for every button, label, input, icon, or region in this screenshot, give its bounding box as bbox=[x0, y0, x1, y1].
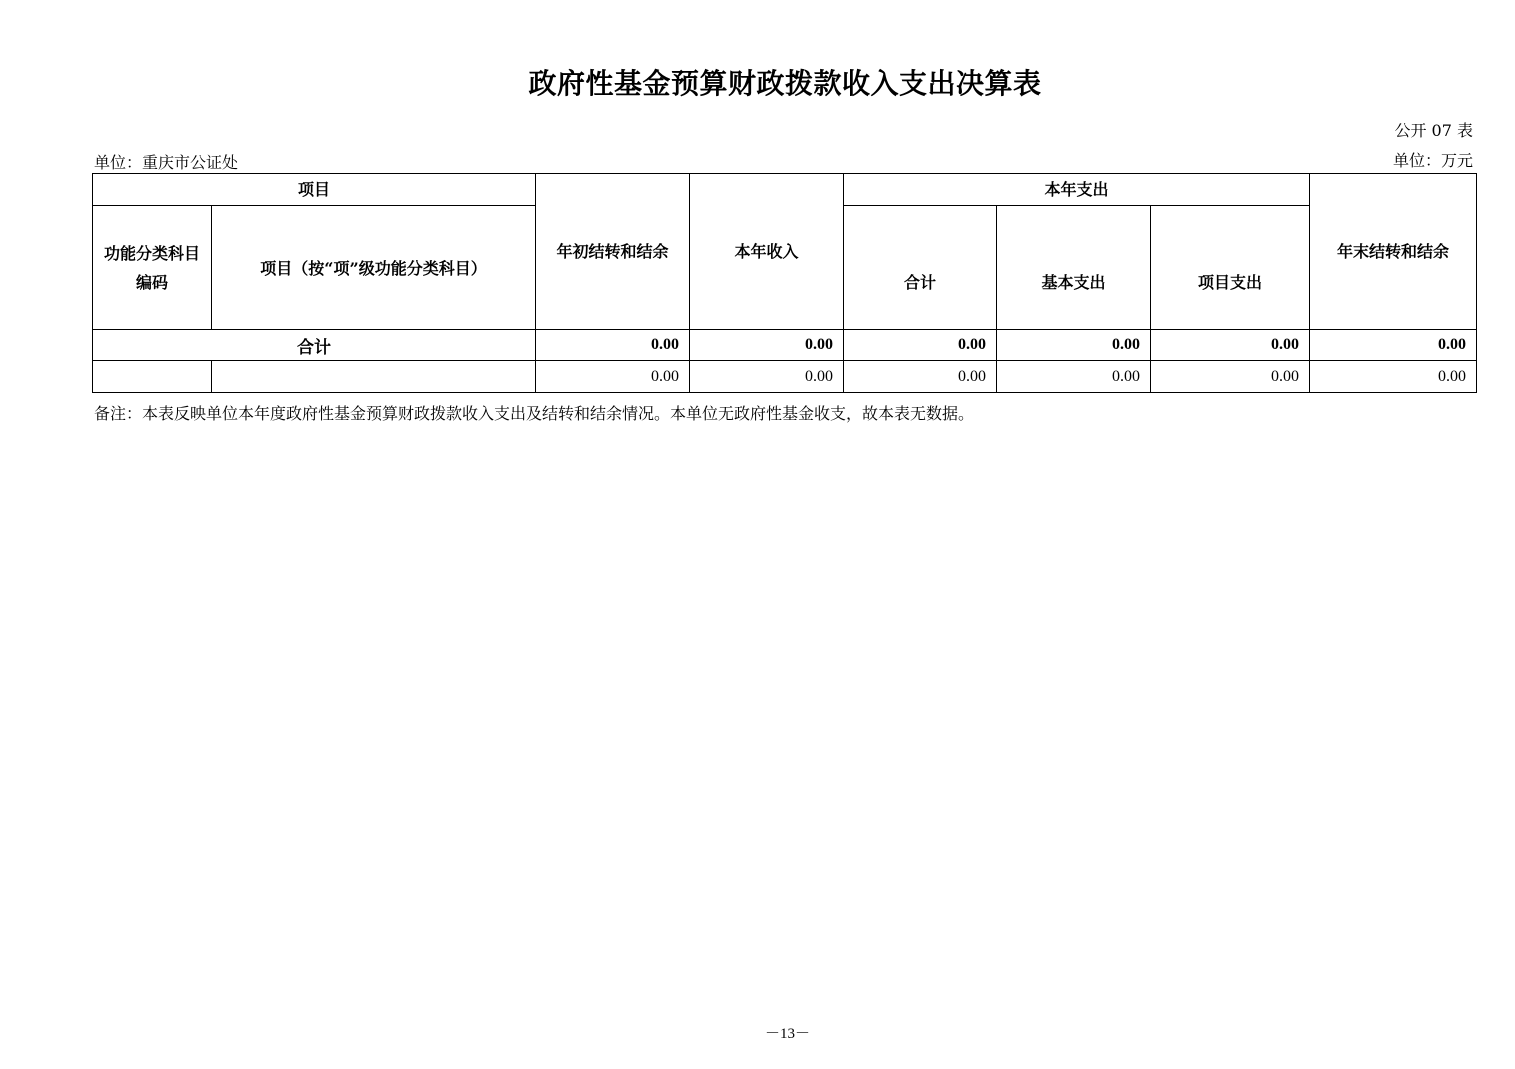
row-exp-project: 0.00 bbox=[1151, 361, 1310, 393]
header-project-name: 项目（按“项”级功能分类科目） bbox=[212, 206, 536, 330]
table-note: 备注：本表反映单位本年度政府性基金预算财政拨款收入支出及结转和结余情况。本单位无政府性基金收支，故本表无数据。 bbox=[94, 404, 975, 423]
header-exp-basic: 基本支出 bbox=[997, 206, 1151, 330]
header-income: 本年收入 bbox=[690, 174, 844, 330]
total-opening-balance: 0.00 bbox=[536, 330, 690, 361]
row-closing-balance: 0.00 bbox=[1310, 361, 1477, 393]
header-row-1 bbox=[93, 174, 1477, 206]
row-exp-basic: 0.00 bbox=[997, 361, 1151, 393]
row-exp-total: 0.00 bbox=[844, 361, 997, 393]
header-closing-balance: 年末结转和结余 bbox=[1310, 174, 1477, 330]
total-label: 合计 bbox=[93, 330, 536, 361]
unit-organization: 单位：重庆市公证处 bbox=[94, 153, 239, 172]
total-closing-balance: 0.00 bbox=[1310, 330, 1477, 361]
budget-table bbox=[92, 173, 1477, 393]
page-number: －13－ bbox=[764, 1026, 810, 1042]
header-exp-total: 合计 bbox=[844, 206, 997, 330]
form-number: 公开 07 表 bbox=[1394, 121, 1473, 140]
table-row bbox=[93, 361, 1477, 393]
header-code: 功能分类科目编码 bbox=[93, 206, 212, 330]
total-exp-basic: 0.00 bbox=[997, 330, 1151, 361]
total-exp-total: 0.00 bbox=[844, 330, 997, 361]
unit-currency: 单位：万元 bbox=[1392, 151, 1473, 170]
total-exp-project: 0.00 bbox=[1151, 330, 1310, 361]
header-expenditure: 本年支出 bbox=[844, 174, 1310, 206]
row-project-name bbox=[212, 361, 536, 393]
header-project: 项目 bbox=[93, 174, 536, 206]
header-opening-balance: 年初结转和结余 bbox=[536, 174, 690, 330]
total-row bbox=[93, 330, 1477, 361]
row-opening-balance: 0.00 bbox=[536, 361, 690, 393]
page-title: 政府性基金预算财政拨款收入支出决算表 bbox=[528, 67, 1042, 100]
total-income: 0.00 bbox=[690, 330, 844, 361]
header-exp-project: 项目支出 bbox=[1151, 206, 1310, 330]
row-income: 0.00 bbox=[690, 361, 844, 393]
row-code bbox=[93, 361, 212, 393]
